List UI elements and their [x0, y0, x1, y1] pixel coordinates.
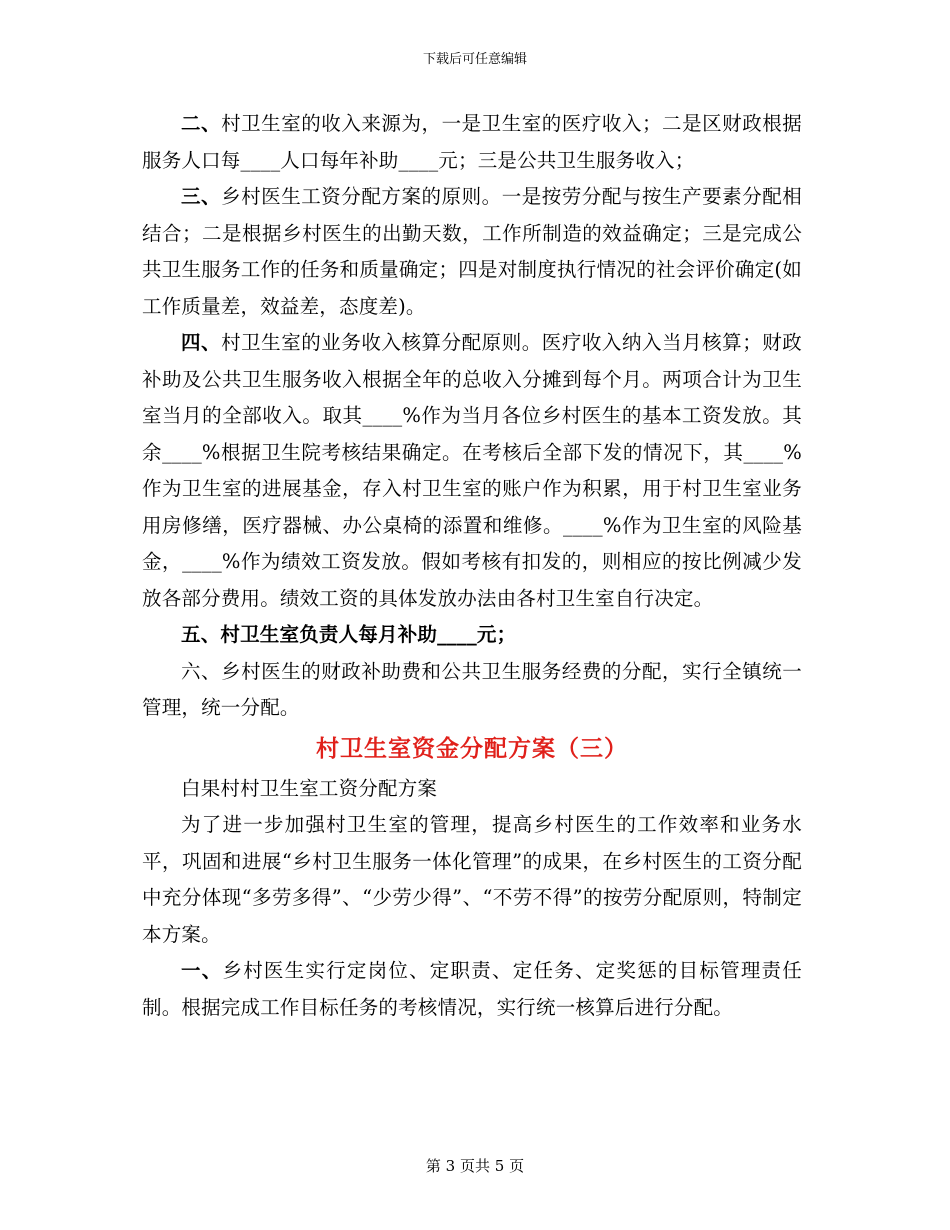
paragraph-intro: 为了进一步加强村卫生室的管理，提高乡村医生的工作效率和业务水平，巩固和进展“乡村卫生服务一体化管理”的成果，在乡村医生的工资分配中充分体现“多劳多得”、“少劳少得”、“不劳不得”的按劳分配原则，特制定本方案。 [142, 813, 802, 946]
paragraph-number: 二、 [181, 112, 222, 135]
paragraph-income-sources [142, 106, 802, 179]
paragraph-number: 三、 [181, 185, 222, 208]
paragraph-accounting-principles [142, 325, 802, 617]
paragraph-number: 四、 [181, 331, 222, 354]
paragraph-text: 村卫生室的收入来源为，一是卫生室的医疗收入；二是区财政根据服务人口每____人口每年补助____元；三是公共卫生服务收入； [142, 112, 802, 172]
document-body [142, 106, 802, 1026]
paragraph-unified-management: 六、乡村医生的财政补助费和公共卫生服务经费的分配，实行全镇统一管理，统一分配。 [142, 659, 802, 719]
page-number: 第 3 页共 5 页 [425, 1157, 525, 1175]
paragraph-salary-principles [142, 179, 802, 325]
paragraph-target-responsibility [142, 953, 802, 1026]
page-header: 下载后可任意编辑 [422, 52, 527, 67]
section-title: 村卫生室资金分配方案（三） [316, 734, 628, 762]
paragraph-director-subsidy: 五、村卫生室负责人每月补助____元； [181, 623, 517, 646]
paragraph-plan-name: 白果村村卫生室工资分配方案 [181, 776, 438, 800]
paragraph-text: 村卫生室的业务收入核算分配原则。医疗收入纳入当月核算；财政补助及公共卫生服务收入根据全年的总收入分摊到每个月。两项合计为卫生室当月的全部收入。取其____%作为当月各位乡村医生的基本工资发放。其余____%根据卫生院考核结果确定。在考核后全部下发的情况下，其____%作为卫生室的进展基金，存入村卫生室的账户作为积累，用于村卫生室业务用房修缮，医疗器械、办公桌椅的添置和维修。____%作为卫生室的风险基金，____%作为绩效工资发放。假如考核有扣发的，则相应的按比例减少发放各部分费用。绩效工资的具体发放办法由各村卫生室自行决定。 [142, 331, 802, 610]
paragraph-number: 一、 [181, 959, 223, 982]
paragraph-text: 乡村医生实行定岗位、定职责、定任务、定奖惩的目标管理责任制。根据完成工作目标任务的考核情况，实行统一核算后进行分配。 [142, 959, 802, 1019]
paragraph-text: 乡村医生工资分配方案的原则。一是按劳分配与按生产要素分配相结合；二是根据乡村医生的出勤天数，工作所制造的效益确定；三是完成公共卫生服务工作的任务和质量确定；四是对制度执行情况的社会评价确定(如工作质量差，效益差，态度差)。 [142, 185, 802, 318]
